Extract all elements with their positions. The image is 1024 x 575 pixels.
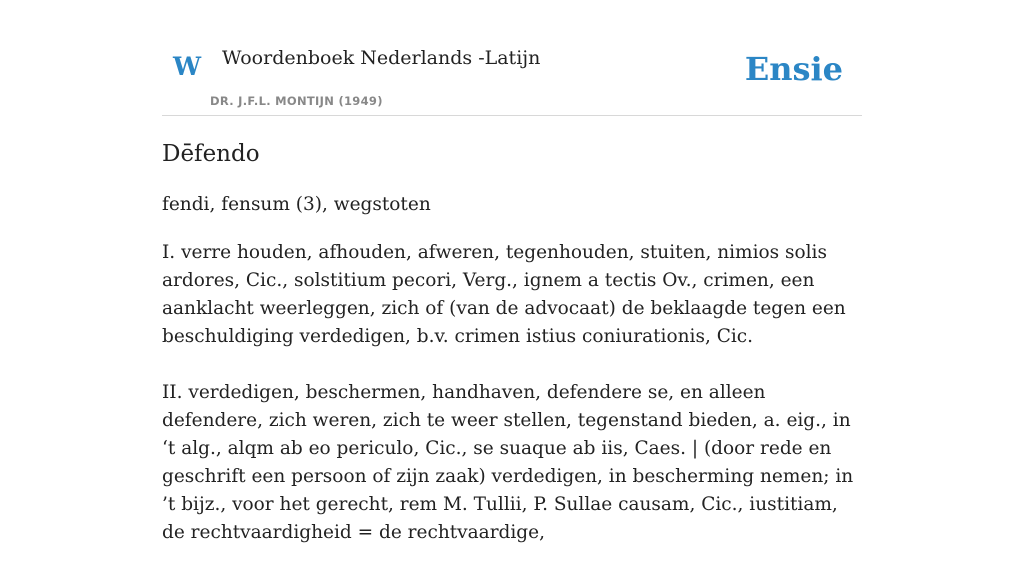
definition-sense-2: II. verdedigen, beschermen, handhaven, defendere se, en alleen defendere, zich weren, zich te weer stellen, tegenstand bieden, a. eig., in ‘t alg., alqm ab eo periculo, Cic., se suaque ab iis, Caes. | (door rede en geschrift een persoon of zijn zaak) verdedigen, in bescherming nemen; in ’t bijz., voor het gerecht, rem M. Tullii, P. Sullae causam, Cic., iustitiam, de rechtvaardigheid = de rechtvaardige, <box>162 382 854 543</box>
dictionary-title[interactable]: Woordenboek Nederlands -Latijn <box>222 47 541 69</box>
dictionary-header <box>162 40 862 116</box>
entry-forms: fendi, fensum (3), wegstoten <box>162 194 431 215</box>
entry-definition <box>162 239 862 575</box>
dictionary-author: DR. J.F.L. MONTIJN (1949) <box>210 94 383 108</box>
definition-sense-1: I. verre houden, afhouden, afweren, tegenhouden, stuiten, nimios solis ardores, Cic., solstitium pecori, Verg., ignem a tectis Ov., crimen, een aanklacht weerleggen, zich of (van de advocaat) de beklaagde tegen een beschuldiging verdedigen, b.v. crimen istius coniurationis, Cic. <box>162 242 846 347</box>
ensie-logo[interactable]: Ensie <box>744 50 843 88</box>
dictionary-logo-icon[interactable]: W <box>173 52 202 81</box>
entry-headword: Dēfendo <box>162 141 260 167</box>
